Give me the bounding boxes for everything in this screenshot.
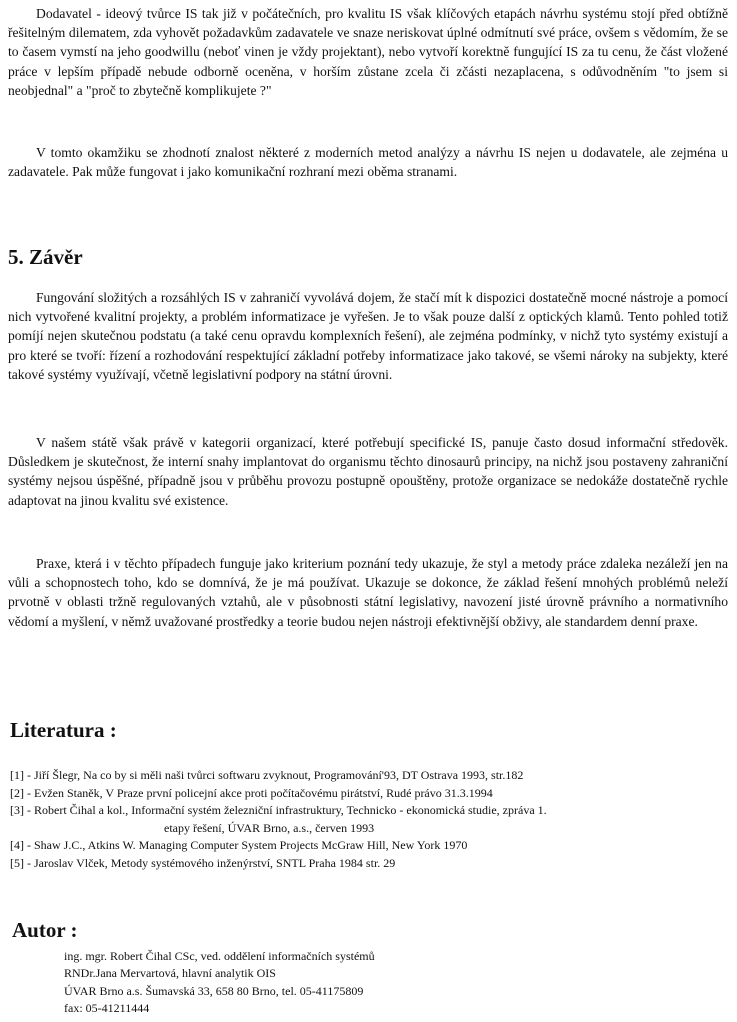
- literature-heading: Literatura :: [10, 718, 117, 742]
- paragraph-dilemma: Dodavatel - ideový tvůrce IS tak již v počátečních, pro kvalitu IS však klíčových etapách návrhu systému stojí před obtížně řešitelným dilematem, zda vyhovět požadavkům zadavatele ve snaze neriskovat úplné odmítnutí své práce, ovšem s vědomím, že se to časem vymstí na jeho goodwillu (neboť vinen je vždy projektant), nebo vytvoří korektně fungující IS za tu cenu, že část vložené práce v lepším případě nebude odborně oceněna, v horším zůstane zcela či zčásti nezaplacena, s odůvodněním "to jsem si neobjednal" a "proč to zbytečně komplikujete ?": [8, 6, 728, 98]
- reference-item: [1] - Jiří Šlegr, Na co by si měli naši tvůrci softwaru zvyknout, Programování'93, DT Ostrava 1993, str.182: [10, 768, 524, 782]
- paragraph-conclusion-1: Fungování složitých a rozsáhlých IS v zahraničí vyvolává dojem, že stačí mít k dispozici dostatečně mocné nástroje a pomocí nich vytvořené kvalitní projekty, a problém informatizace je vyřešen. Je to však pouze další z optických klamů. Tento pohled totiž pomíjí nejen skutečnou podstatu (a také cenu opravdu komplexních řešení), ale zejména podmínky, v nichž tyto systémy existují a pro které se tvoří: řízení a rozhodování respektující základní potřeby informatizace jako takové, se všemi nároky na subjekty, které takové systémy využívají, včetně legislativní podpory na státní úrovni.: [8, 290, 728, 382]
- paragraph-conclusion-3: Praxe, která i v těchto případech funguje jako kriterium poznání tedy ukazuje, že styl a metody práce zdaleka nezáleží jen na vůli a schopnostech toho, kdo se domnívá, že je má používat. Ukazuje se dokonce, že základ řešení mnohých problémů neleží prvotně v oblasti tržně regulovaných vztahů, ale v působnosti státní legislativy, navození jisté úrovně právního a normativního vědomí a myšlení, v němž uvažované prostředky a teorie budou nejen nástroji efektivnější obživy, ale standardem denní praxe.: [8, 556, 728, 629]
- author-line: fax: 05-41211444: [64, 1001, 150, 1016]
- paragraph-methods: V tomto okamžiku se zhodnotí znalost některé z moderních metod analýzy a návrhu IS nejen u dodavatele, ale zejména u zadavatele. Pak může fungovat i jako komunikační rozhraní mezi oběma stranami.: [8, 145, 728, 180]
- reference-item: [4] - Shaw J.C., Atkins W. Managing Computer System Projects McGraw Hill, New York 1970: [10, 838, 468, 853]
- author-line: ÚVAR Brno a.s. Šumavská 33, 658 80 Brno, tel. 05-41175809: [64, 983, 364, 998]
- reference-list: [10, 767, 730, 873]
- author-details: [64, 948, 375, 1018]
- author-line: RNDr.Jana Mervartová, hlavní analytik OIS: [64, 966, 276, 981]
- paragraph-conclusion-2: V našem státě však právě v kategorii organizací, které potřebují specifické IS, panuje často dosud informační středověk. Důsledkem je skutečnost, že interní snahy implantovat do organismu těchto dinosaurů principy, na nichž jsou postaveny zahraniční systémy nejsou úspěšné, případně jsou v průběhu provozu postupně opouštěny, protože organizace se nedokáže dostatečně rychle adaptovat na jinou kvalitu své existence.: [8, 435, 728, 508]
- reference-item: [2] - Evžen Staněk, V Praze první policejní akce proti počítačovému pirátství, Rudé právo 31.3.1994: [10, 785, 493, 800]
- reference-item: [3] - Robert Čihal a kol., Informační systém železniční infrastruktury, Technicko - ekonomická studie, zpráva 1.: [10, 803, 547, 818]
- reference-item-continuation: etapy řešení, ÚVAR Brno, a.s., červen 1993: [164, 820, 375, 835]
- reference-item: [5] - Jaroslav Vlček, Metody systémového inženýrství, SNTL Praha 1984 str. 29: [10, 855, 396, 870]
- author-heading: Autor :: [12, 918, 78, 942]
- author-line: ing. mgr. Robert Čihal CSc, ved. oddělení informačních systémů: [64, 949, 375, 963]
- section-heading-conclusion: 5. Závěr: [8, 245, 83, 269]
